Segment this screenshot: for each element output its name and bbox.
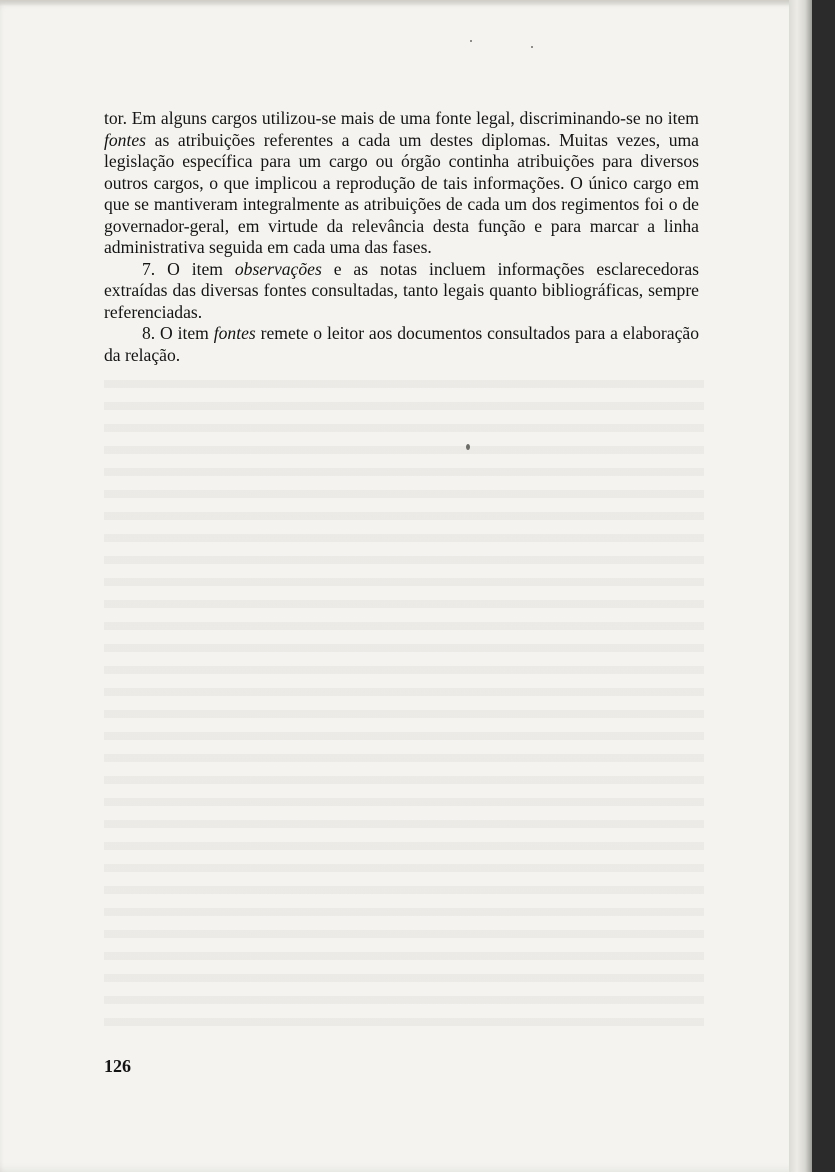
bleed-through-text [104, 372, 704, 1032]
print-speck [470, 40, 472, 42]
text-run: e as notas incluem informações esclarecedoras extraídas das diversas fontes consultadas, tanto legais quanto bibliográficas, sempre referenciadas. [104, 258, 699, 322]
text-run: remete o leitor aos documentos consultados para a elaboração da relação. [104, 323, 699, 365]
text-run: 7. O item [142, 258, 235, 279]
page-number: 126 [104, 1056, 131, 1076]
paragraph [104, 323, 699, 366]
body-text [104, 108, 699, 366]
paragraph [104, 259, 699, 324]
page-top-shadow [0, 0, 812, 6]
italic-term: fontes [104, 129, 147, 150]
text-run: as atribuições referentes a cada um destes diplomas. Muitas vezes, uma legislação específica para um cargo ou órgão continha atribuições para diversos outros cargos, o que implicou a reprodução de tais informações. O único cargo em que se mantiveram integralmente as atribuições de cada um dos regimentos foi o de governador-geral, em virtude da relevância desta função e para marcar a linha administrativa seguida em cada uma das fases. [104, 129, 699, 257]
text-run: 8. O item [142, 323, 214, 343]
italic-term: observações [234, 258, 322, 279]
page-edge [789, 0, 812, 1172]
paragraph [104, 108, 699, 259]
print-speck [466, 444, 470, 450]
print-speck [531, 46, 533, 48]
text-run: tor. Em alguns cargos utilizou-se mais de uma fonte legal, discriminando-se no item [104, 108, 699, 128]
italic-term: fontes [213, 323, 256, 343]
